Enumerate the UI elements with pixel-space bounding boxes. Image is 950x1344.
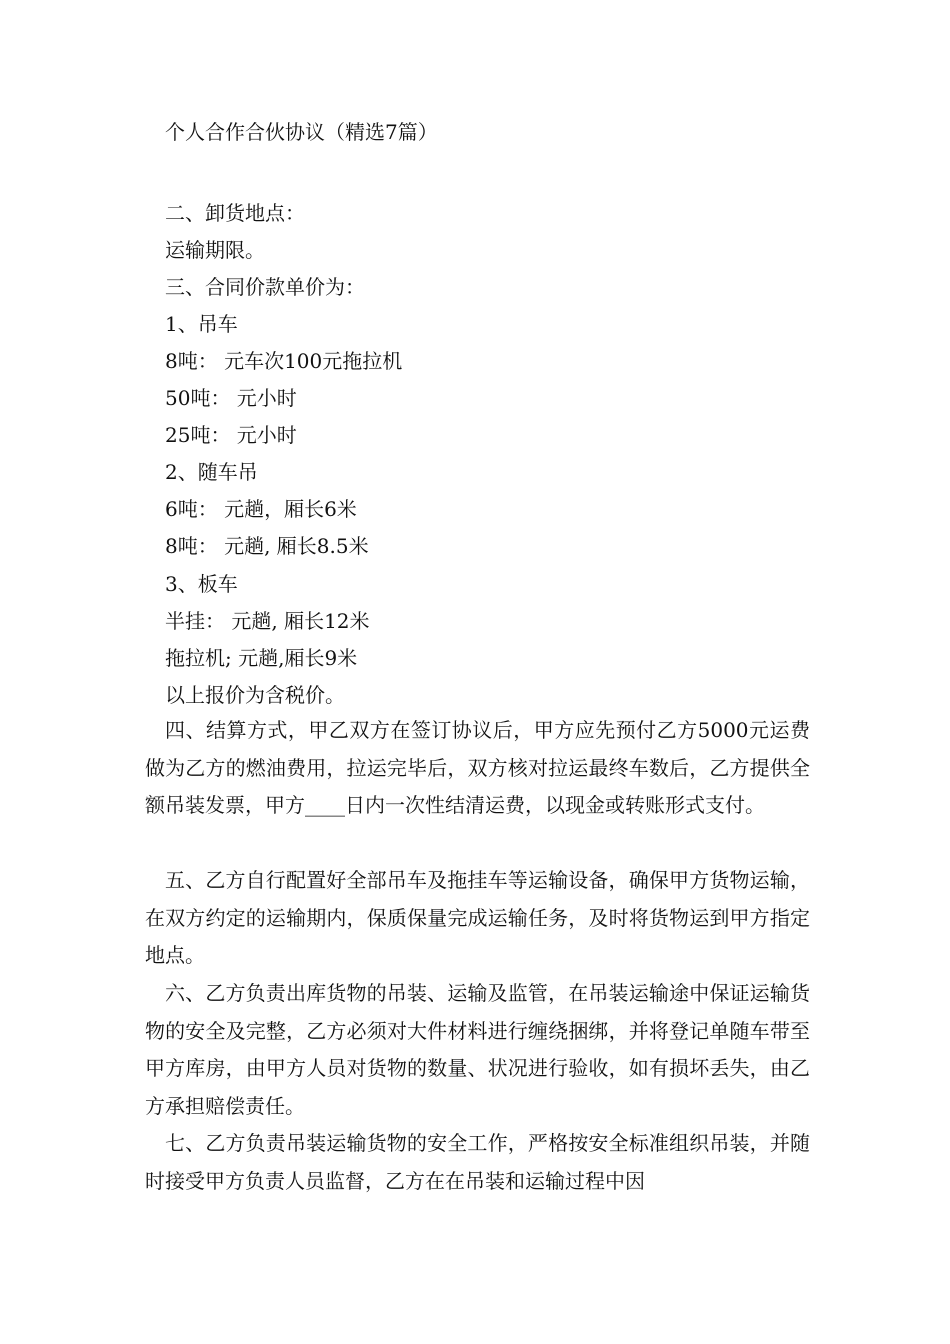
equipment-paragraph: 五、乙方自行配置好全部吊车及拖挂车等运输设备，确保甲方货物运输，在双方约定的运输期内，保质保量完成运输任务，及时将货物运到甲方指定地点。 (145, 868, 810, 967)
tractor-line: 拖拉机; 元趟,厢长9米 (165, 646, 358, 670)
document-title: 个人合作合伙协议（精选7篇） (165, 120, 438, 144)
transport-period-line: 运输期限。 (165, 238, 265, 262)
safety-paragraph: 七、乙方负责吊装运输货物的安全工作，严格按安全标准组织吊装，并随时接受甲方负责人员监督，乙方在在吊装和运输过程中因 (145, 1131, 810, 1193)
settlement-paragraph: 四、结算方式，甲乙双方在签订协议后，甲方应先预付乙方5000元运费做为乙方的燃油费用，拉运完毕后，双方核对拉运最终车数后，乙方提供全额吊装发票，甲方____日内一次性结清运费，以现金或转账形式支付。 (145, 718, 810, 817)
flatbed-heading: 3、板车 (165, 572, 238, 596)
loading-supervision-paragraph: 六、乙方负责出库货物的吊装、运输及监管，在吊装运输途中保证运输货物的安全及完整，乙方必须对大件材料进行缠绕捆绑，并将登记单随车带至甲方库房，由甲方人员对货物的数量、状况进行验收，如有损坏丢失，由乙方承担赔偿责任。 (145, 981, 810, 1118)
tax-included-note: 以上报价为含税价。 (165, 683, 345, 707)
contract-price-heading: 三、合同价款单价为： (165, 275, 365, 299)
crane-50t-line: 50吨： 元小时 (165, 386, 297, 410)
truck-crane-heading: 2、随车吊 (165, 460, 258, 484)
crane-25t-line: 25吨： 元小时 (165, 423, 297, 447)
crane-8t-line: 8吨： 元车次100元拖拉机 (165, 349, 403, 373)
unloading-location-heading: 二、卸货地点： (165, 201, 305, 225)
truck-crane-6t-line: 6吨： 元趟，厢长6米 (165, 497, 357, 521)
truck-crane-8t-line: 8吨： 元趟, 厢长8.5米 (165, 534, 369, 558)
crane-heading: 1、吊车 (165, 312, 238, 336)
semi-trailer-line: 半挂： 元趟, 厢长12米 (165, 609, 370, 633)
